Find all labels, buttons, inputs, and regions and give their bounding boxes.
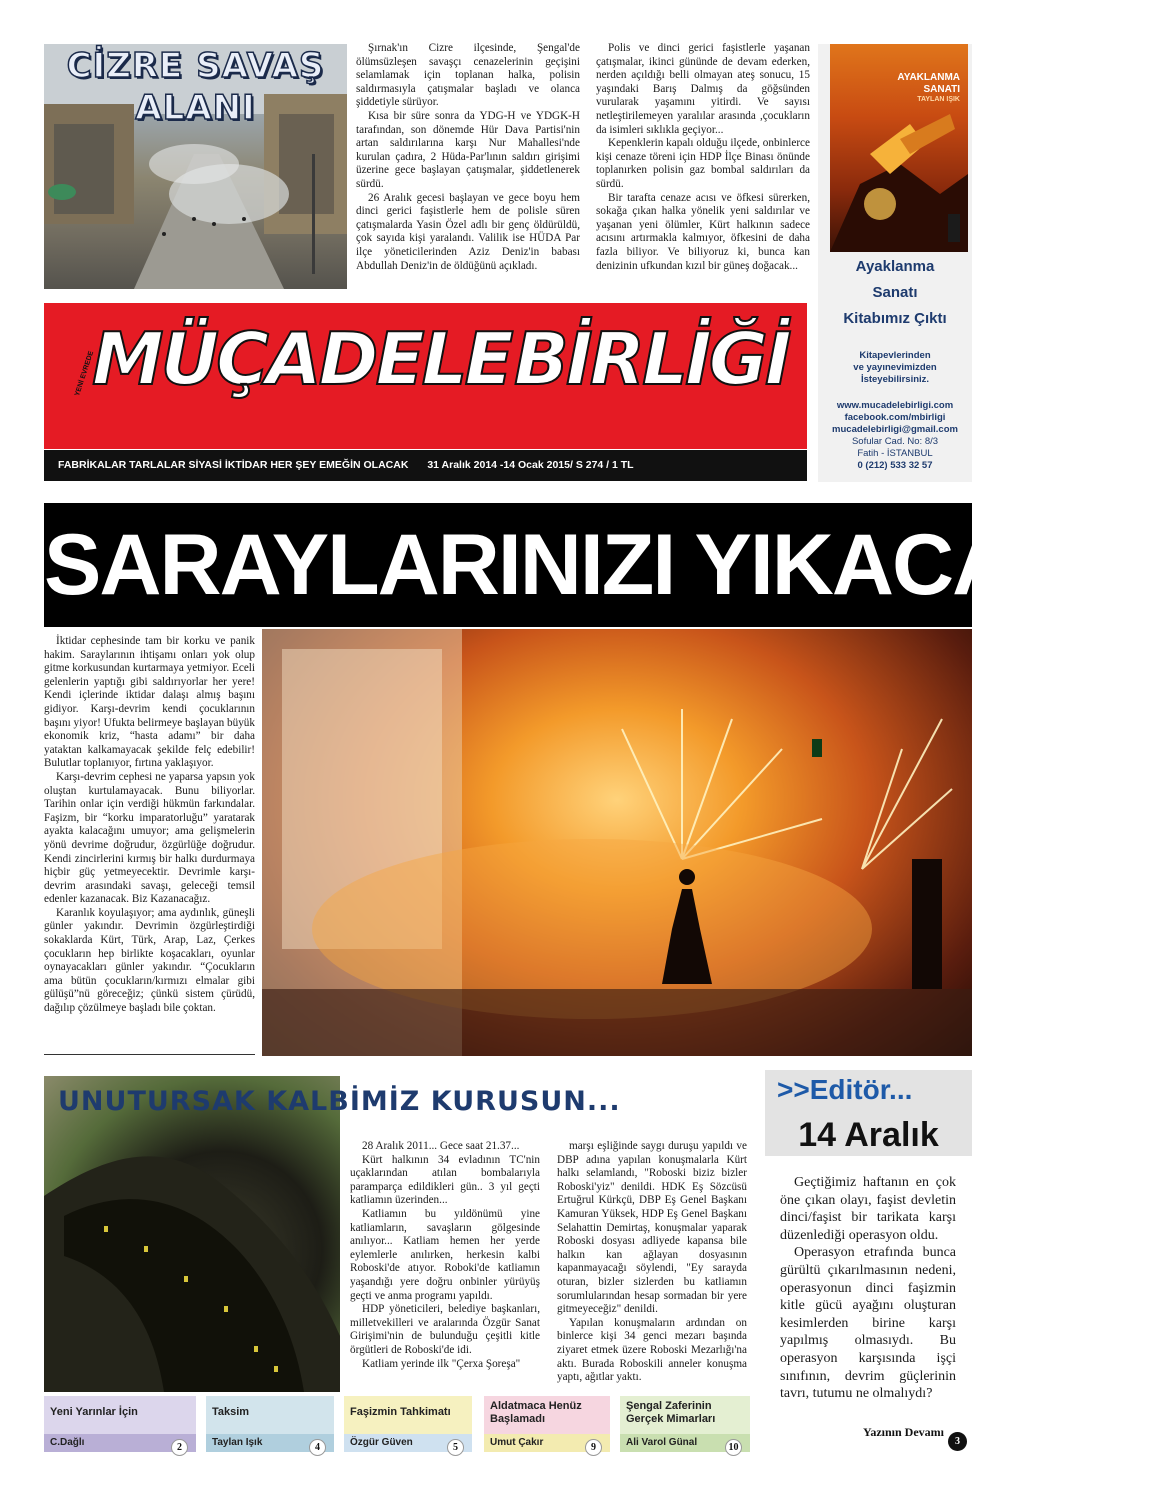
tab-item[interactable] [620, 1396, 750, 1452]
tab-page-number: 10 [725, 1439, 742, 1456]
masthead-title-part2: BİRLİĞİ [514, 317, 789, 401]
tab-page-number: 9 [585, 1439, 602, 1456]
cizre-col1-para: 26 Aralık gecesi başlayan ve gece boyu hem dinci gerici faşistlerle hem de polisle süren çatışmalarda Yasin Özel adlı bir genç öldürüldü, çok sayıda kişi yaralandı. Valilik ise HÜDA Par ilçe yöneticilerinden Aziz Deniz'in babası Abdullah Deniz'in de öldüğünü açıkladı. [356, 191, 580, 272]
cizre-column-2 [596, 42, 810, 273]
cizre-title-line1: CİZRE SAVAŞ [66, 46, 325, 86]
tab-author: C.Dağlı [44, 1434, 196, 1452]
book-caption-line1: Ayaklanma [855, 258, 935, 275]
roboski-photo [44, 1076, 340, 1392]
roboski-col1-para: Kürt halkının 34 evladının TC'nin uçaklarından atılan bombalarıyla paramparça edildikleri gün.. 3 yıl geçti katliamın üzerinden... [350, 1153, 540, 1207]
tab-title: Şengal Zaferinin Gerçek Mimarları [626, 1400, 716, 1425]
editor-more-page: 3 [948, 1432, 967, 1451]
masthead-slogan: FABRİKALAR TARLALAR SİYASİ İKTİDAR HER ŞEY EMEĞİN OLACAK [58, 459, 409, 471]
cizre-title-line2: ALANI [135, 88, 256, 128]
editor-header [765, 1070, 972, 1156]
roboski-col1-para: Katliam yerinde ilk "Çerxa Şoreşa" [362, 1357, 521, 1370]
contact-line2: ve yayınevimizden [853, 362, 937, 373]
cizre-photo [44, 44, 347, 289]
roboski-col1-para: Katliamın bu yıldönümü yine katliamların, savaşların gölgesinde anılıyor... Katliam hemen her yerde eylemlerle anılırken, herkesin kalbi Roboski'de atıyor. Roboki'de katliamın yaşandığı yere doğru onbinler yürüyüş geçti ve anma programı yapıldı. [350, 1207, 540, 1302]
cizre-column-1 [356, 42, 580, 273]
editor-label: >>Editör... [777, 1074, 913, 1105]
contact-email-link[interactable]: mucadelebirligi@gmail.com [832, 424, 958, 435]
contact-facebook-link[interactable]: facebook.com/mbirligi [844, 412, 946, 423]
cizre-col2-para: Bir tarafta cenaze acısı ve öfkesi sürerken, sokağa çıkan halka yönelik yeni saldırılar ve yaşanan yeni ölümler, Kürt halkının sadece acısını artırmakla kalmıyor, öfkesini de daha fazla biliyor. Ve biliyoruz ki, bunca kan denizinin ufkundan kızıl bir güneş doğacak... [596, 191, 810, 272]
roboski-col1-para: HDP yöneticileri, belediye başkanları, milletvekilleri ve aralarında Özgür Sanat Girişimi'nin de bulunduğu çeşitli kitle örgütleri de Roboski'de idi. [350, 1303, 540, 1356]
editor-article [780, 1174, 956, 1403]
roboski-title: UNUTURSAK KALBİMİZ KURUSUN... [58, 1086, 621, 1117]
tab-author: Taylan Işık [206, 1434, 334, 1452]
lead-article [44, 635, 255, 1016]
lead-paragraph: Karanlık koyulaşıyor; ama aydınlık, güneşli günler yakındır. Devrimin özgürleştirdiği sokaklarda Kürt, Türk, Arap, Laz, Çerkes çocukların hep birlikte koşacakları, oyunlar oynayacakları günler yakındır. “Çocukların ama bütün çocukların/kırmızı elmalar gibi gülüşü”nü göreceğiz; çünkü sistem çürüdü, dağılıp çözülmeye başladı bile çoktan. [44, 906, 255, 1015]
masthead-issue: 31 Aralık 2014 -14 Ocak 2015/ S 274 / 1 TL [427, 459, 634, 471]
lead-divider [44, 1054, 255, 1055]
crowd-illustration [44, 1076, 340, 1392]
cizre-col2-para: Kepenklerin kapalı olduğu ilçede, onbinlerce kişi cenaze töreni için HDP İlçe Binası önünde toplanırken polisin gaz bombal saldırıları da sürdü. [596, 137, 810, 190]
editor-subtitle: 14 Aralık [798, 1116, 939, 1154]
contact-phone: 0 (212) 533 32 57 [857, 460, 933, 471]
tab-title: Taksim [212, 1406, 250, 1418]
tab-item[interactable] [344, 1396, 472, 1452]
lead-headline: SARAYLARINIZI YIKACAĞIZ! [44, 503, 972, 627]
book-cover-author: TAYLAN IŞIK [917, 96, 960, 103]
lead-paragraph: İktidar cephesinde tam bir korku ve panik hakim. Saraylarının ihtişamı onları yok olup gitme korkusundan kurtarmaya yetmiyor. Eceli gelenlerin yaptığı gibi saldırıyorlar her yere! Kendi içlerinde iktidar dalaşı almış başını gidiyor. Karşı-devrim kendi çocuklarının başını yiyor! Ufukta belirmeye başlayan büyük ekonomik kriz, “hasta adamı” bir daha yataktan kalkamayacak şekilde felç edebilir! Bulutlar toplanıyor, fırtına yaklaşıyor. [44, 635, 255, 770]
book-caption [818, 254, 972, 332]
editor-paragraph: Operasyon etrafında bunca gürültü çıkarılmasının nedeni, operasyonun dinci faşizmin kitle gücü ayağını oluşturan kesimlerden birine karşı yapılmış olmasıydı. Bu operasyon karşısında işçi sınıfının, devrim güçlerinin tavrı, tutumu ne olmalıydı? [780, 1245, 956, 1402]
tab-author: Ali Varol Günal [620, 1434, 750, 1452]
masthead [44, 303, 807, 449]
cizre-col1-para: Kısa bir süre sonra da YDG-H ve YDGK-H tarafından, son dönemde Hür Dava Partisi'nin artan saldırılarına karşı Nur Mahallesi'nde kurulan çadıra, 2 Hüda-Par'lının saldırı girişimi üzerine gece başlayan çatışmalar, şiddetlenerek sürdü. [356, 109, 580, 190]
lead-paragraph: Karşı-devrim cephesi ne yaparsa yapsın yok oluştan kurtulamayacak. Bunu biliyorlar. Tarihin onlar için verdiği hükmün farkındalar. Faşizm, bir “korku imparatorluğu” yaratarak ayakta kalacağını umuyor; ama gelişmelerin yönü devrime doğrudur, özgürlüğe doğrudur. Kendi zincirlerini kırmış bir halkı durdurmaya hiçbir güç yetmeyecektir. Devrimle karşı-devrim arasındaki savaşı, geleceği temsil edenler kazanacak. Biz Kazanacağız. [44, 770, 255, 906]
book-cover-title2: SANATI [923, 84, 960, 95]
contact-address1: Sofular Cad. No: 8/3 [851, 436, 939, 447]
roboski-col2-para: Yapılan konuşmaların ardından on binlerce kişi 34 genci mezarı başında ziyaret etmek üzere Roboski Mezarlığı'na aktı. Burada Roboskili anneler konuşma yaptı, ağıtlar yaktı. [557, 1316, 747, 1384]
lead-photo [262, 629, 972, 1056]
roboski-col1-para: 28 Aralık 2011... Gece saat 21.37... [362, 1140, 520, 1152]
roboski-col2-para: marşı eşliğinde saygı duruşu yapıldı ve DBP adına yapılan konuşmalarla Kürt halkı selamlandı, "Roboski biziz bizler Roboski'yiz" denildi. HDK Eş Sözcüsü Ertuğrul Kürkçü, DBP Eş Genel Başkanı Kamuran Yüksek, HDP Eş Genel Başkanı Selahattin Demirtaş, konuşmalar yaparak Roboski dosyası adliyede kapansa bile halkın kan ağlayan dosyasının kapanmayacağı söylendi, "Ey sarayda oturan, bizler sizlerden bu katliamın sorumlularından hesap sormadan bir yere gitmeyeceğiz" denildi. [557, 1140, 747, 1316]
tab-item[interactable] [206, 1396, 334, 1452]
contact-line3: İsteyebilirsiniz. [860, 374, 930, 385]
contact-web-link[interactable]: www.mucadelebirligi.com [836, 400, 954, 411]
tab-title: Yeni Yarınlar İçin [50, 1406, 138, 1418]
book-caption-line3: Kitabımız Çıktı [843, 310, 947, 327]
tab-title: Faşizmin Tahkimatı [350, 1406, 451, 1418]
tab-page-number: 5 [447, 1439, 464, 1456]
roboski-column-2 [557, 1140, 747, 1385]
editor-more-link[interactable]: Yazının Devamı [863, 1425, 944, 1439]
tab-item[interactable] [484, 1396, 610, 1452]
editor-paragraph: Geçtiğimiz haftanın en çok öne çıkan olayı, faşist devletin dinci/faşist bir tarikata karşı düzenlediği operasyon oldu. [780, 1175, 956, 1243]
contact-block [818, 350, 972, 472]
tab-page-number: 4 [309, 1439, 326, 1456]
masthead-badge: YENİ EVREDE [74, 350, 96, 398]
cizre-col2-para: Polis ve dinci gerici faşistlerle yaşanan çatışmalar, ikinci gününde de devam ederken, nerden açıldığı belli olmayan ateş sonucu, 15 yaşındaki Barış Dalmış da göğsünden vurularak yaşamını yitirdi. Ve sayısı netleştirilemeyen yaralılar arasında ,çocukların da isimleri sıklıkla geçiyor... [596, 42, 810, 136]
tab-item[interactable] [44, 1396, 196, 1452]
tab-page-number: 2 [171, 1439, 188, 1456]
book-cover [830, 44, 968, 252]
fireworks-illustration [262, 629, 972, 1056]
cizre-col1-para: Şırnak'ın Cizre ilçesinde, Şengal'de ölümsüzleşen savaşçı cenazelerinin geçişini selamlamak için toplanan halka, polisin saldırmasıyla çatışmalar başladı ve olanca şiddetiyle sürüyor. [356, 42, 580, 109]
tab-title: Aldatmaca Henüz Başlamadı [490, 1400, 582, 1425]
roboski-column-1 [350, 1140, 540, 1371]
tab-author: Umut Çakır [484, 1434, 610, 1452]
tab-author: Özgür Güven [344, 1434, 472, 1452]
contact-line1: Kitapevlerinden [859, 350, 931, 361]
book-cover-title1: AYAKLANMA [897, 72, 960, 83]
contact-address2: Fatih - İSTANBUL [857, 448, 933, 459]
masthead-title-part1: MÜÇADELE [92, 317, 511, 401]
masthead-tagline-bar [44, 450, 807, 481]
book-caption-line2: Sanatı [872, 284, 918, 301]
